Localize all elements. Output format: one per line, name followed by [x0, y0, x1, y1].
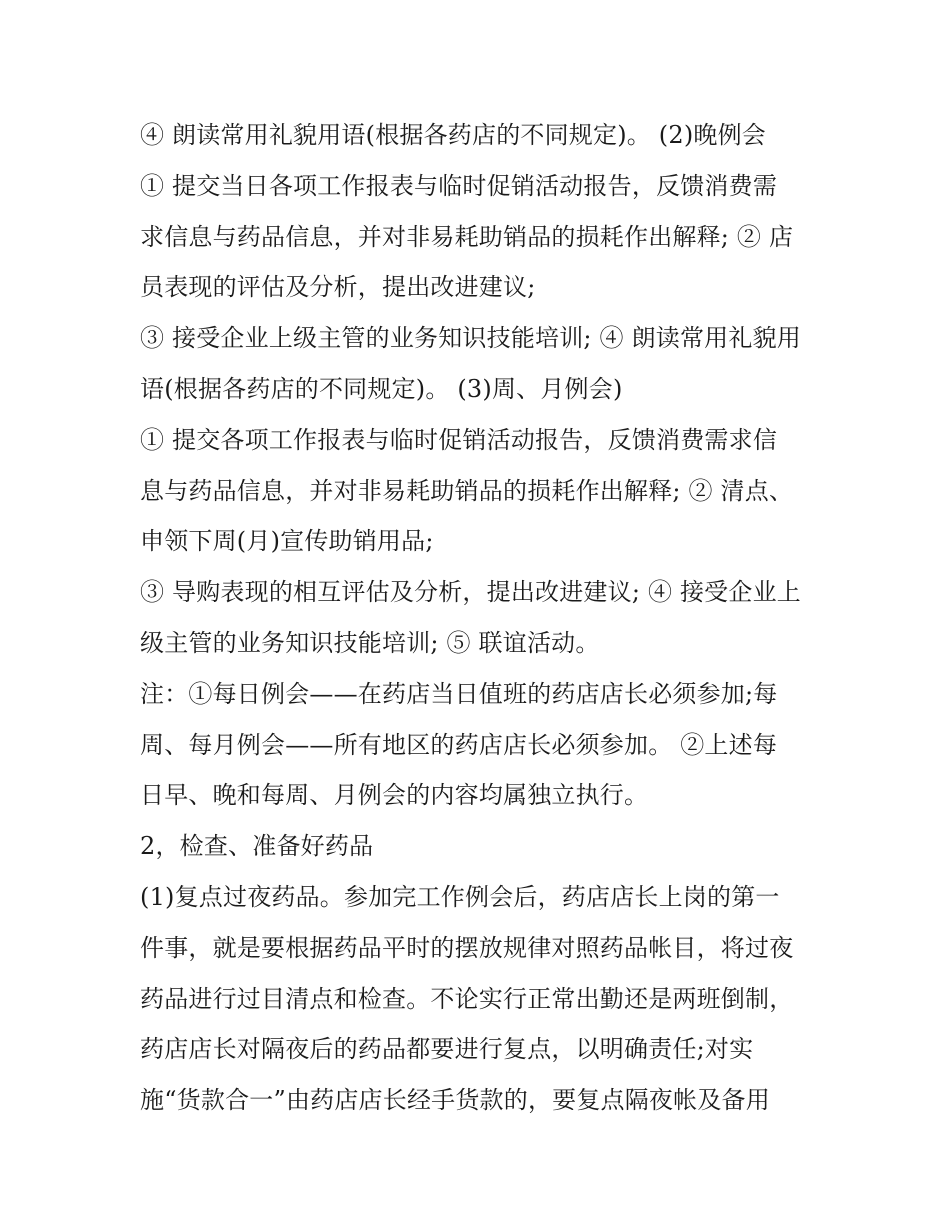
- text-line: 周、每月例会——所有地区的药店店长必须参加。 ②上述每: [140, 730, 778, 759]
- text-line: 药店店长对隔夜后的药品都要进行复点，以明确责任;对实: [140, 1035, 754, 1064]
- document-body: [140, 110, 820, 1126]
- text-line: 药品进行过目清点和检查。不论实行正常出勤还是两班倒制，: [140, 984, 794, 1013]
- text-line: 级主管的业务知识技能培训; ⑤ 联谊活动。: [140, 628, 600, 657]
- text-line: 件事，就是要根据药品平时的摆放规律对照药品帐目，将过夜: [140, 933, 794, 962]
- text-line: 息与药品信息，并对非易耗助销品的损耗作出解释; ② 清点、: [140, 476, 794, 505]
- text-line: ① 提交当日各项工作报表与临时促销活动报告，反馈消费需: [140, 171, 778, 200]
- text-line: (1)复点过夜药品。参加完工作例会后，药店店长上岗的第一: [140, 882, 780, 911]
- section-heading: 2，检查、准备好药品: [140, 832, 374, 861]
- text-line: 求信息与药品信息，并对非易耗助销品的损耗作出解释; ② 店: [140, 222, 794, 251]
- text-line: 日早、晚和每周、月例会的内容均属独立执行。: [140, 781, 649, 810]
- text-line: ① 提交各项工作报表与临时促销活动报告，反馈消费需求信: [140, 425, 778, 454]
- text-line: ④ 朗读常用礼貌用语(根据各药店的不同规定)。 (2)晚例会: [140, 121, 766, 149]
- text-line: ③ 接受企业上级主管的业务知识技能培训; ④ 朗读常用礼貌用: [140, 324, 801, 353]
- text-line: ③ 导购表现的相互评估及分析，提出改进建议; ④ 接受企业上: [140, 578, 801, 607]
- text-line: 员表现的评估及分析，提出改进建议;: [140, 273, 536, 302]
- text-line: 语(根据各药店的不同规定)。 (3)周、月例会): [140, 374, 623, 403]
- text-line: 施“货款合一”由药店店长经手货款的，要复点隔夜帐及备用: [140, 1086, 770, 1115]
- text-line: 注：①每日例会——在药店当日值班的药店店长必须参加;每: [140, 679, 778, 708]
- text-line: 申领下周(月)宣传助销用品;: [140, 527, 434, 556]
